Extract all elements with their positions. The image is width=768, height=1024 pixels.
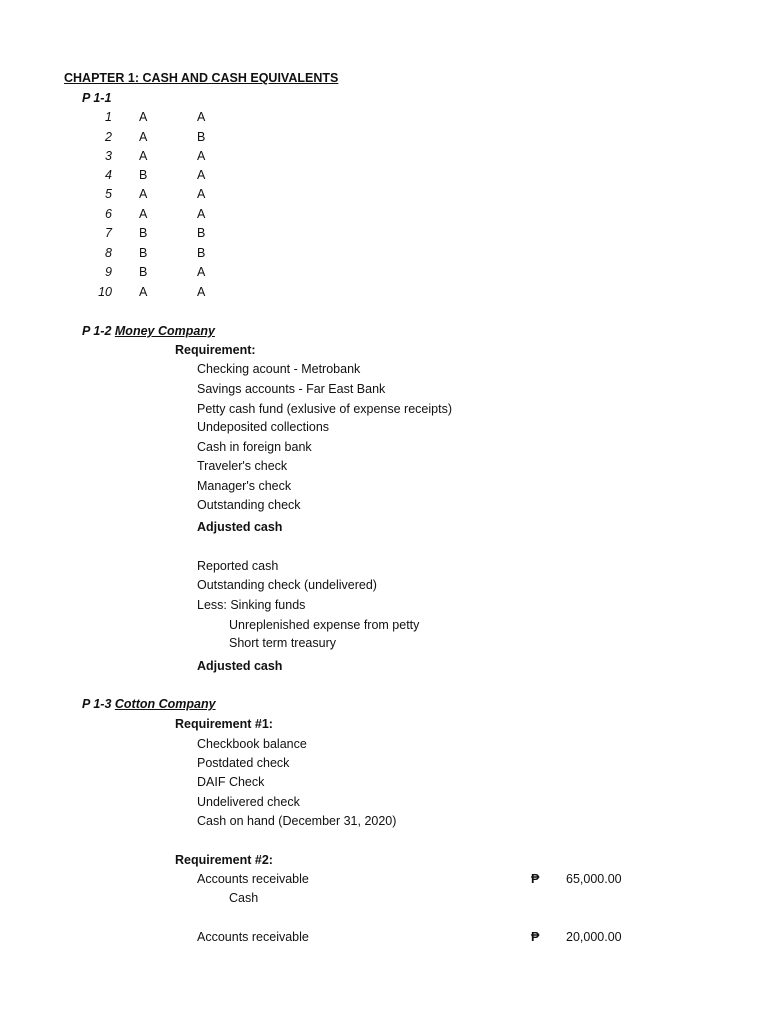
row-number: 5: [105, 187, 112, 201]
cash-item: Checkbook balance: [197, 737, 307, 751]
row-number: 4: [105, 168, 112, 182]
row-number: 1: [105, 110, 112, 124]
row-number: 3: [105, 149, 112, 163]
currency-symbol: ₱: [531, 872, 540, 886]
answer-a: A: [139, 207, 148, 221]
cash-item: Traveler's check: [197, 459, 288, 473]
cash-item: Postdated check: [197, 756, 290, 770]
requirement-2-label: Requirement #2:: [175, 853, 273, 867]
answer-b: B: [197, 246, 206, 260]
cash-item: Short term treasury: [229, 636, 336, 650]
cash-item: Undeposited collections: [197, 420, 330, 434]
row-number: 10: [98, 285, 112, 299]
answer-a: B: [139, 265, 148, 279]
answer-b: A: [197, 285, 206, 299]
answer-b: A: [197, 110, 206, 124]
answer-a: A: [139, 130, 148, 144]
debit-account: Accounts receivable: [197, 872, 309, 886]
credit-account: Cash: [229, 891, 259, 905]
cash-item: Less: Sinking funds: [197, 598, 306, 612]
cash-item: Cash in foreign bank: [197, 440, 312, 454]
cash-item: Manager's check: [197, 479, 292, 493]
problem-number: P 1-2: [82, 324, 115, 338]
cash-item: DAIF Check: [197, 775, 265, 789]
answer-a: B: [139, 246, 148, 260]
answer-a: B: [139, 168, 148, 182]
cash-item: Checking acount - Metrobank: [197, 362, 361, 376]
adjusted-cash-label: Adjusted cash: [197, 659, 283, 673]
cash-item: Unreplenished expense from petty: [229, 618, 420, 632]
cash-item: Outstanding check (undelivered): [197, 578, 377, 592]
currency-symbol: ₱: [531, 930, 540, 944]
requirement-1-label: Requirement #1:: [175, 717, 273, 731]
row-number: 2: [105, 130, 112, 144]
chapter-title: CHAPTER 1: CASH AND CASH EQUIVALENTS: [64, 71, 339, 85]
answer-b: A: [197, 187, 206, 201]
company-name: Cotton Company: [114, 697, 216, 711]
amount: 65,000.00: [566, 872, 622, 886]
answer-b: A: [197, 168, 206, 182]
cash-item: Outstanding check: [197, 498, 301, 512]
debit-account: Accounts receivable: [197, 930, 309, 944]
cash-item: Cash on hand (December 31, 2020): [197, 814, 397, 828]
amount: 20,000.00: [566, 930, 622, 944]
p1-3-heading: [82, 697, 216, 712]
answer-b: B: [197, 226, 206, 240]
p1-1-heading: P 1-1: [82, 91, 112, 105]
answer-a: A: [139, 285, 148, 299]
cash-item: Petty cash fund (exlusive of expense receipts): [197, 402, 452, 416]
cash-item: Undelivered check: [197, 795, 300, 809]
answer-a: A: [139, 187, 148, 201]
cash-item: Savings accounts - Far East Bank: [197, 382, 386, 396]
row-number: 6: [105, 207, 112, 221]
company-name: Money Company: [114, 324, 215, 338]
answer-b: A: [197, 265, 206, 279]
answer-b: A: [197, 207, 206, 221]
problem-number: P 1-3: [82, 697, 115, 711]
row-number: 8: [105, 246, 112, 260]
answer-b: A: [197, 149, 206, 163]
row-number: 9: [105, 265, 112, 279]
cash-item: Reported cash: [197, 559, 279, 573]
answer-a: B: [139, 226, 148, 240]
p1-2-heading: [82, 324, 215, 339]
answer-a: A: [139, 110, 148, 124]
requirement-label: Requirement:: [175, 343, 256, 357]
row-number: 7: [105, 226, 112, 240]
answer-b: B: [197, 130, 206, 144]
answer-a: A: [139, 149, 148, 163]
adjusted-cash-label: Adjusted cash: [197, 520, 283, 534]
